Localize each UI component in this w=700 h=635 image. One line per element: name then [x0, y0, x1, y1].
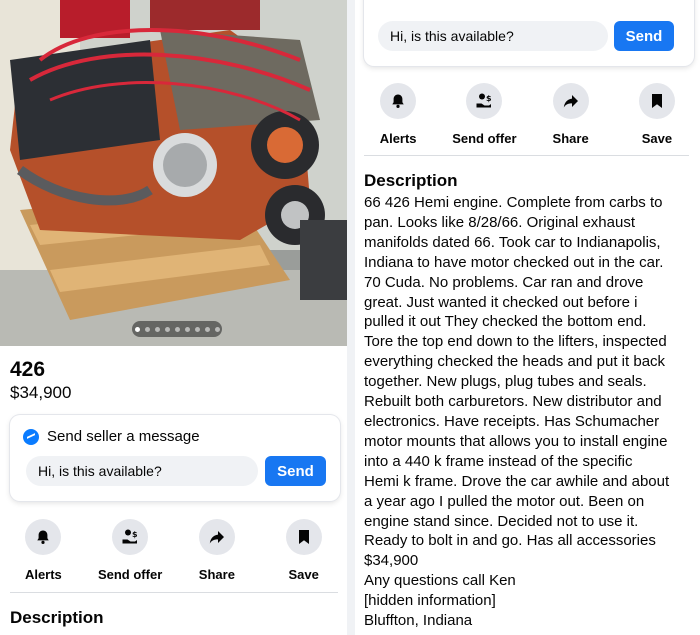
panel-separator	[347, 0, 355, 635]
description-line: Rebuilt both carburetors. New distributor and	[364, 393, 662, 411]
bookmark-icon	[286, 519, 322, 555]
alerts-button[interactable]	[0, 519, 87, 582]
description-line: $34,900	[364, 552, 419, 570]
photo-pagination-dots[interactable]	[132, 321, 222, 337]
photo-dot[interactable]	[165, 327, 170, 332]
send-offer-icon	[112, 519, 148, 555]
save-button[interactable]	[614, 83, 700, 146]
description-line: a year ago I pulled the motor out. Been on	[364, 492, 645, 510]
photo-dot[interactable]	[135, 327, 140, 332]
photo-dot[interactable]	[155, 327, 160, 332]
listing-price: $34,900	[10, 383, 72, 402]
description-line: Ready to bolt in and go. Has all accessories	[364, 532, 656, 550]
description-line: Any questions call Ken	[364, 572, 516, 590]
bell-icon	[25, 519, 61, 555]
photo-dot[interactable]	[205, 327, 210, 332]
description-line: pan. Looks like 8/28/66. Original exhaust	[364, 213, 636, 231]
photo-dot[interactable]	[175, 327, 180, 332]
alerts-label: Alerts	[24, 567, 62, 582]
share-label: Share	[198, 567, 235, 582]
description-line: pulled it out They checked the bottom end.	[364, 313, 647, 331]
svg-text:$: $	[486, 94, 492, 103]
send-message-heading: Send seller a message	[47, 428, 200, 445]
divider	[10, 592, 338, 593]
photo-dot[interactable]	[185, 327, 190, 332]
photo-dot[interactable]	[195, 327, 200, 332]
description-line: [hidden information]	[364, 592, 496, 610]
message-input[interactable]	[26, 456, 258, 486]
description-line: 66 426 Hemi engine. Complete from carbs to	[364, 194, 663, 211]
share-button[interactable]	[174, 519, 261, 582]
description-text	[364, 193, 694, 631]
bell-icon	[380, 83, 416, 119]
description-heading: Description	[364, 171, 458, 190]
description-line: electronics. Have receipts. Has Schumacher	[364, 412, 660, 430]
share-label: Share	[552, 131, 589, 146]
share-arrow-icon	[553, 83, 589, 119]
description-line: motor mounts that allows you to install engine	[364, 432, 668, 450]
share-arrow-icon	[199, 519, 235, 555]
listing-actions	[355, 83, 700, 146]
description-line: together. New plugs, plug tubes and seals.	[364, 373, 647, 391]
send-offer-button[interactable]	[441, 83, 527, 146]
description-line: manifolds dated 66. Took car to Indianapolis,	[364, 233, 661, 251]
photo-dot[interactable]	[145, 327, 150, 332]
send-offer-button[interactable]	[87, 519, 174, 582]
save-button[interactable]	[260, 519, 347, 582]
photo-dot[interactable]	[215, 327, 220, 332]
svg-text:$: $	[132, 530, 138, 539]
send-message-card	[10, 415, 340, 501]
listing-photo[interactable]	[0, 0, 347, 346]
message-input[interactable]	[378, 21, 608, 51]
send-message-header	[23, 428, 200, 445]
description-line: great. Just wanted it checked out before i	[364, 293, 638, 311]
description-line: 70 Cuda. No problems. Car ran and drove	[364, 273, 644, 291]
engine-photo-illustration	[0, 0, 347, 346]
bookmark-icon	[639, 83, 675, 119]
alerts-button[interactable]	[355, 83, 441, 146]
listing-title: 426	[10, 358, 46, 381]
share-button[interactable]	[528, 83, 614, 146]
listing-panel-right	[355, 0, 700, 635]
send-offer-icon	[466, 83, 502, 119]
send-offer-label: Send offer	[452, 131, 517, 146]
description-line: Tore the top end down to the lifters, inspected	[364, 333, 667, 351]
description-line: Indiana to have motor checked out in the car.	[364, 253, 664, 271]
save-label: Save	[288, 567, 319, 582]
send-button[interactable]: Send	[265, 456, 326, 486]
description-line: Bluffton, Indiana	[364, 612, 473, 630]
divider	[364, 155, 689, 156]
messenger-icon	[23, 429, 39, 445]
send-offer-label: Send offer	[97, 567, 163, 582]
alerts-label: Alerts	[379, 131, 417, 146]
description-line: Hemi k frame. Drove the car awhile and about	[364, 472, 670, 490]
description-line: into a 440 k frame instead of the specific	[364, 452, 633, 470]
description-line: engine stand since. Decided not to use it.	[364, 512, 639, 530]
description-line: everything checked the heads and put it back	[364, 353, 666, 371]
description-heading: Description	[10, 608, 104, 627]
listing-panel-left	[0, 0, 347, 635]
save-label: Save	[641, 131, 673, 146]
listing-actions	[0, 519, 347, 582]
send-message-card	[364, 0, 694, 66]
send-button[interactable]: Send	[614, 21, 674, 51]
